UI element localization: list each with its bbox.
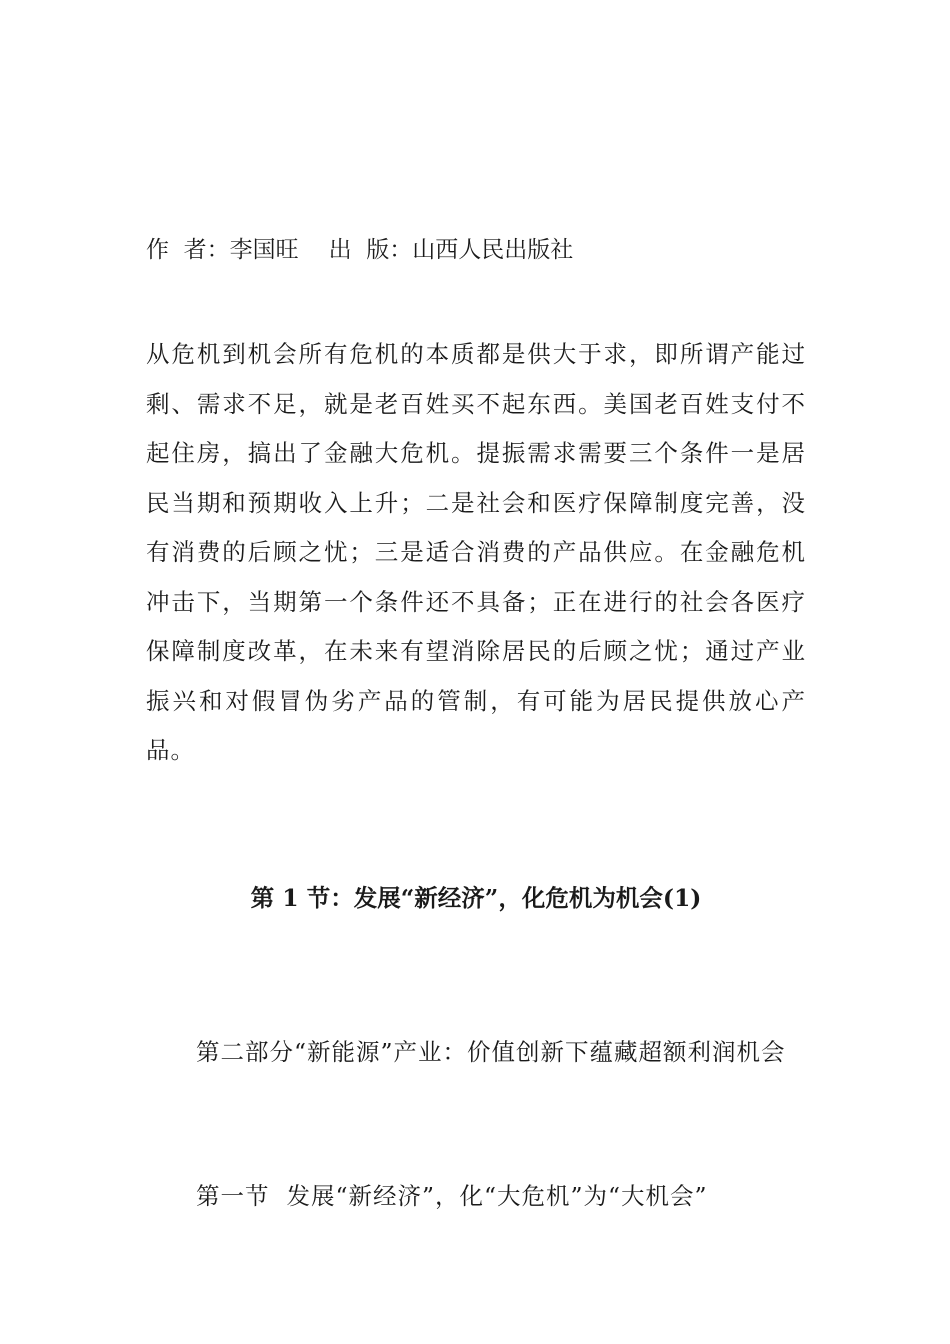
chapter-title: 第一节 发展“新经济”，化“大危机”为“大机会” — [196, 1182, 708, 1210]
author-name: 李国旺 — [229, 237, 299, 263]
section-title: 第 1 节：发展“新经济”，化危机为机会(1) — [250, 884, 702, 912]
intro-paragraph: 从危机到机会所有危机的本质都是供大于求，即所谓产能过剩、需求不足，就是老百姓买不起东西。美国老百姓支付不起住房，搞出了金融大危机。提振需求需要三个条件一是居民当期和预期收入上升；二是社会和医疗保障制度完善，没有消费的后顾之忧；三是适合消费的产品供应。在金融危机冲击下，当期第一个条件还不具备；正在进行的社会各医疗保障制度改革，在未来有望消除居民的后顾之忧；通过产业振兴和对假冒伪劣产品的管制，有可能为居民提供放心产品。 — [146, 340, 806, 764]
publisher-label: 出 版： — [328, 237, 413, 263]
author-label: 作 者： — [146, 237, 230, 263]
part-title: 第二部分“新能源”产业：价值创新下蕴藏超额利润机会 — [196, 1038, 786, 1066]
publisher-name: 山西人民出版社 — [412, 237, 574, 263]
book-meta-line — [146, 232, 806, 268]
